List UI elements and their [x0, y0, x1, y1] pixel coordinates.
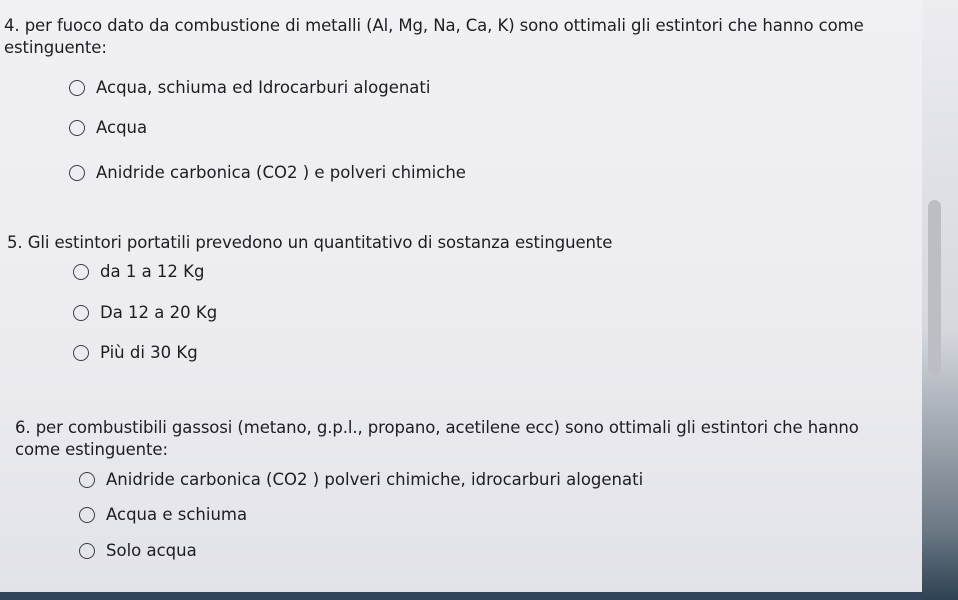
bottom-edge	[0, 592, 922, 600]
question-4-option-2[interactable]	[69, 118, 147, 137]
question-5-option-2[interactable]	[73, 303, 217, 322]
radio-button[interactable]	[69, 165, 85, 181]
question-6-text: 6. per combustibili gassosi (metano, g.p.l., propano, acetilene ecc) sono ottimali gli estintori che hanno come estinguente:	[15, 418, 859, 459]
radio-button[interactable]	[69, 80, 85, 96]
question-6-option-3[interactable]	[79, 541, 197, 560]
question-5-text: 5. Gli estintori portatili prevedono un quantitativo di sostanza estinguente	[7, 233, 613, 252]
option-label: Acqua	[96, 118, 148, 137]
question-6-option-2[interactable]	[79, 505, 247, 524]
option-label: Solo acqua	[106, 541, 197, 560]
radio-button[interactable]	[73, 264, 89, 280]
question-5-option-3[interactable]	[73, 343, 198, 362]
radio-button[interactable]	[73, 345, 89, 361]
option-label: Più di 30 Kg	[100, 343, 198, 362]
question-4-text: 4. per fuoco dato da combustione di metalli (Al, Mg, Na, Ca, K) sono ottimali gli estintori che hanno come estinguente:	[4, 16, 864, 57]
option-label: Acqua, schiuma ed Idrocarburi alogenati	[96, 78, 431, 97]
radio-button[interactable]	[79, 543, 95, 559]
option-label: da 1 a 12 Kg	[100, 262, 205, 281]
question-6-option-1[interactable]	[79, 470, 643, 489]
question-4-option-1[interactable]	[69, 78, 430, 97]
radio-button[interactable]	[69, 120, 85, 136]
question-4-option-3[interactable]	[69, 163, 466, 182]
option-label: Acqua e schiuma	[106, 505, 248, 524]
radio-button[interactable]	[73, 305, 89, 321]
radio-button[interactable]	[79, 507, 95, 523]
option-label: Anidride carbonica (CO2 ) polveri chimiche, idrocarburi alogenati	[106, 470, 644, 489]
option-label: Anidride carbonica (CO2 ) e polveri chimiche	[96, 163, 466, 182]
radio-button[interactable]	[79, 472, 95, 488]
question-5-option-1[interactable]	[73, 262, 204, 281]
scrollbar-thumb[interactable]	[928, 200, 941, 376]
option-label: Da 12 a 20 Kg	[100, 303, 218, 322]
